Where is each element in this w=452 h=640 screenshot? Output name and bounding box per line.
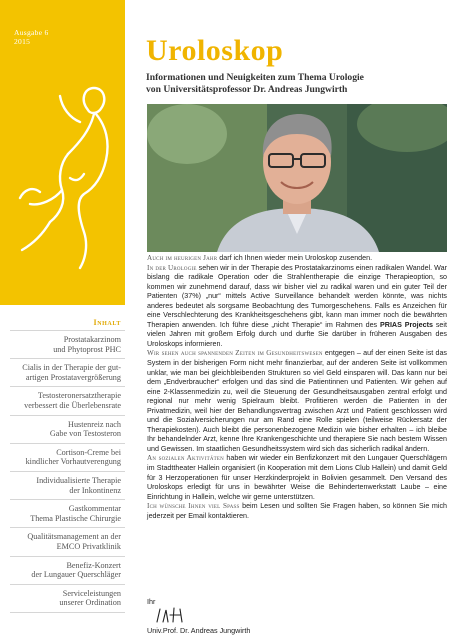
subtitle-line: von Universitätsprofessor Dr. Andreas Jungwirth xyxy=(146,83,348,95)
toc-item-line: Benefiz-Konzert xyxy=(66,560,121,570)
issue-label: Ausgabe 6 xyxy=(14,28,49,37)
article-paragraph xyxy=(147,454,447,502)
toc-item-line: Gabe von Testosteron xyxy=(49,429,121,439)
issue-info xyxy=(14,28,49,46)
closing-salutation: Ihr xyxy=(147,597,156,606)
subtitle-line: Informationen und Neuigkeiten zum Thema Urologie xyxy=(146,72,364,83)
newsletter-subtitle xyxy=(146,72,446,95)
toc-item-line: der Lungauer Querschläger xyxy=(31,570,121,580)
cover-panel xyxy=(0,0,125,305)
article-paragraph xyxy=(147,349,447,454)
toc-item[interactable] xyxy=(10,528,125,556)
sidebar xyxy=(0,0,125,640)
toc-item[interactable] xyxy=(10,472,125,500)
toc-item[interactable] xyxy=(10,331,125,359)
toc-item-line: Prostatakarzinom xyxy=(63,335,121,344)
toc-item-line: und Phytoprost PHC xyxy=(53,344,121,354)
toc-item[interactable] xyxy=(10,557,125,585)
toc-item-line: unserer Ordination xyxy=(59,598,121,608)
toc-item[interactable] xyxy=(10,416,125,444)
toc-item[interactable] xyxy=(10,387,125,415)
toc-item-line: der Inkontinenz xyxy=(69,485,121,495)
paragraph-lead: An sozialen Aktivitäten xyxy=(147,454,224,463)
figure-illustration xyxy=(10,82,120,272)
toc-item-line: Qualitätsmanagement an der xyxy=(27,532,121,542)
toc-item[interactable] xyxy=(10,444,125,472)
signature-name: Univ.Prof. Dr. Andreas Jungwirth xyxy=(147,626,251,635)
issue-year: 2015 xyxy=(14,37,31,46)
paragraph-text: beim Lesen und sollten Sie Fragen haben, so können Sie mich jederzeit per Email kontaktieren. xyxy=(147,502,447,520)
toc-heading: Inhalt xyxy=(10,318,125,331)
prias-projects-highlight: PRIAS Projects xyxy=(380,320,433,329)
toc-item-line: kindlicher Vorhautverengung xyxy=(25,457,121,467)
toc-item-line: Cortison-Creme bei xyxy=(56,447,121,457)
toc-item-line: EMCO Privatklinik xyxy=(56,541,121,551)
toc-item-line: artigen Prostatavergrößerung xyxy=(25,372,121,382)
article-paragraph xyxy=(147,264,447,350)
paragraph-text: entgegen – auf der einen Seite ist das System in der bisherigen Form nicht mehr finanzierbar, auf der anderen Seite ist vollkommen unklar, wie man bei gleichbleibenden Strukturen so viel Geld einsparen will. Das kann nur bei dem „Endverbraucher“ erfolgen und das sind die Patientinnen und Patienten. Wir gehen auf eine 2-Klassenmedizin zu, weil die Steuerung der Gesundheitsausgaben zentral erfolgt und regional nur mehr wenig Spielraum bleibt. Profitieren werden die Patienten in der Privatmedizin, weil hier der Behandlungsvertrag zwischen Arzt und Patient geschlossen wird und die Sozialversicherungen nur am Rand eine Rolle spielen (teilweise Rückersatz der Therapiekosten). Auch bleibt die personenbezogene Medizin wie bisher erhalten – ich bleibe Ihr behandelnder Arzt, kenne Ihre Krankengeschichte und therapiere Sie nach bestem Wissen und Gewissen. Im staatlichen Gesundheitssystem wird sich das sicherlich radikal ändern. xyxy=(147,349,447,453)
newsletter-title: Uroloskop xyxy=(146,34,284,67)
article-body xyxy=(147,254,447,521)
toc-item[interactable] xyxy=(10,585,125,613)
toc-item-line: Individualisierte Therapie xyxy=(36,475,121,485)
author-photo xyxy=(147,104,447,252)
paragraph-lead: Ich wünsche Ihnen viel Spass xyxy=(147,502,240,511)
paragraph-text: sehen wir in der Therapie des Prostatakarzinoms einen radikalen Wandel. War bislang die radikale Operation oder die Strahlentherapie die einzige Therapieoption, so kommen wir zunehmend darauf, dass wir bisher viel zu radikal waren und ein guter Teil der Patienten (37%) „nur“ mittels Active Surveillance behandelt werden könnte, was nichts anderes bedeutet als sorgsame Beobachtung des Tumorgeschehens. Falls es Anzeichen für eine Verschlechterung des Krankheitsgeschehens gibt, kann man immer noch die bewährten Therapien anwenden. Ich führe diese „nicht Therapie“ im Rahmen des xyxy=(147,263,447,329)
paragraph-lead: In der Urologie xyxy=(147,263,197,272)
table-of-contents xyxy=(0,318,125,613)
toc-item-line: Gastkommentar xyxy=(68,504,121,514)
toc-item-line: Serviceleistungen xyxy=(62,588,121,598)
toc-item[interactable] xyxy=(10,500,125,528)
paragraph-lead: Auch im heurigen Jahr xyxy=(147,254,218,262)
toc-item-line: Thema Plastische Chirurgie xyxy=(30,513,121,523)
handwritten-signature xyxy=(154,606,194,624)
article-paragraph xyxy=(147,502,447,521)
toc-item[interactable] xyxy=(10,359,125,387)
paragraph-text: darf ich Ihnen wieder mein Uroloskop zusenden. xyxy=(217,254,373,262)
toc-item-line: Testosteronersatztherapie xyxy=(37,391,121,401)
article-paragraph xyxy=(147,254,447,264)
paragraph-text: seit vielen Jahren mit großem Erfolg durch und durfte Sie darüber in früheren Ausgaben des Uroloskops informieren. xyxy=(147,320,447,348)
paragraph-text: haben wir wieder ein Benfizkonzert mit den Lungauer Querschlägern im Stadttheater Hallein organisiert (in Kooperation mit dem Lions Club Hallein) und damit Geld für 3 Herzoperationen für unser Herzkinderprojekt in Bolivien gesammelt. Den Versand des Uroloskops erledigt für uns in bewährter Weise die Behindertenwerkstatt Laube – eine Einrichtung in Hallein, welche wir gerne unterstützen. xyxy=(147,454,447,501)
toc-item-line: Hustenreiz nach xyxy=(68,419,121,429)
paragraph-lead: Wir sehen auch spannenden Zeiten im Gesundheitswesen xyxy=(147,349,323,358)
toc-item-line: verbessert die Überlebensrate xyxy=(24,400,121,410)
toc-item-line: Cialis in der Therapie der gut- xyxy=(22,363,121,373)
